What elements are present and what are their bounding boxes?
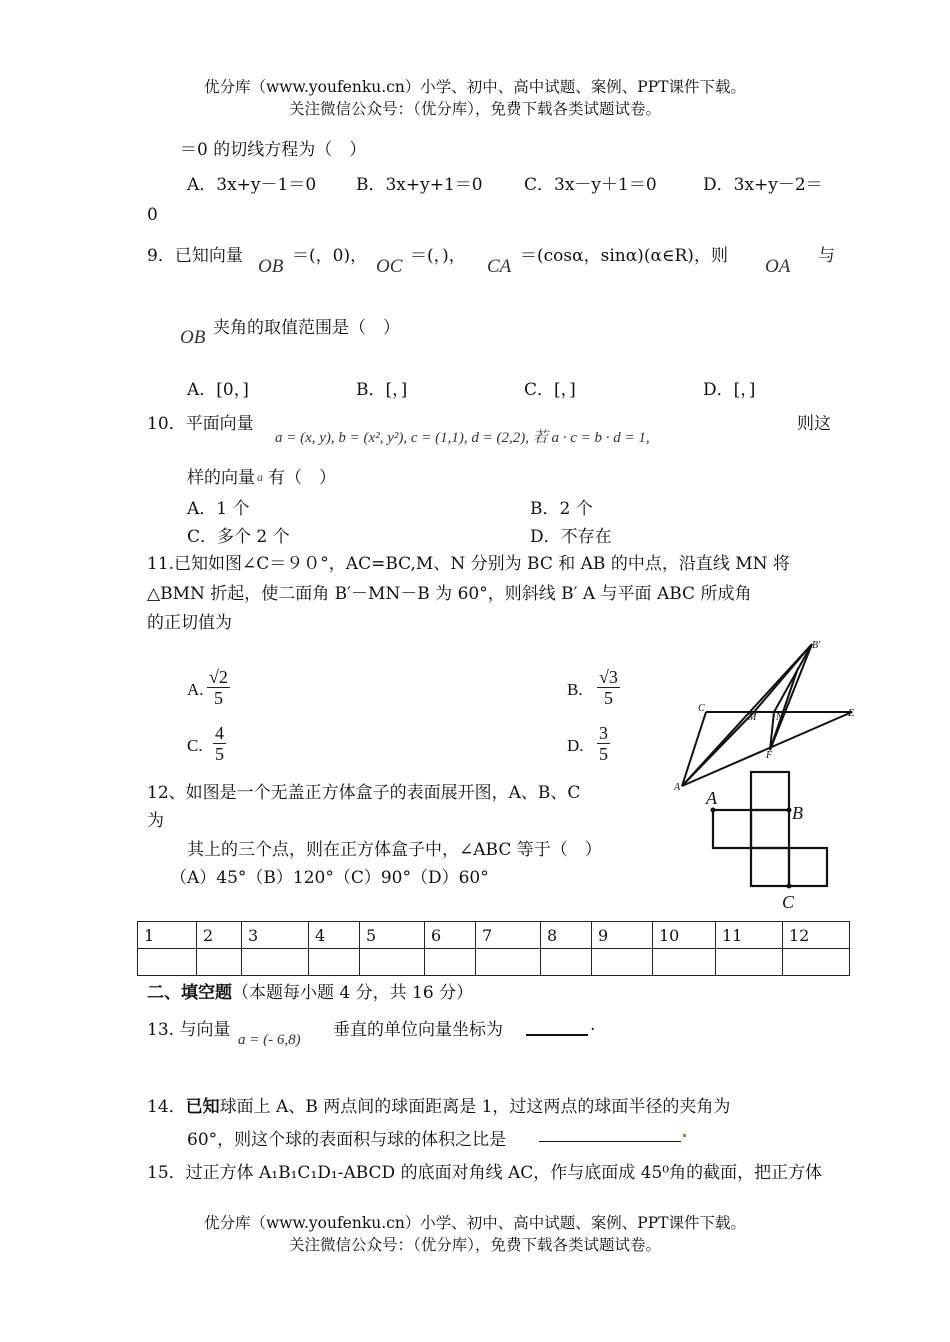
- q8-option-a: A．3x+y－1＝0: [187, 175, 317, 195]
- q9-vector-oc: OC: [376, 256, 403, 277]
- q11-option-a-fraction: $\frac{√2}{5}$: [209, 667, 228, 708]
- q11-fig-label-bprime: B′: [812, 640, 821, 651]
- answer-header-cell: 6: [425, 922, 476, 949]
- q10-option-a: A．1 个: [187, 499, 250, 519]
- q13-tail: 垂直的单位向量坐标为: [333, 1020, 503, 1040]
- q9-vector-ob: OB: [258, 256, 284, 277]
- header-line-1: 优分库（www.youfenku.cn）小学、初中、高中试题、案例、PPT课件下载。: [203, 78, 747, 96]
- q14-number: 14．: [147, 1097, 186, 1117]
- answer-table: [137, 921, 850, 976]
- q14-line2: 60°，则这个球的表面积与球的体积之比是: [187, 1130, 507, 1150]
- footer-line-1: 优分库（www.youfenku.cn）小学、初中、高中试题、案例、PPT课件下载。: [203, 1214, 747, 1232]
- header-line-2: 关注微信公众号：（优分库），免费下载各类试题试卷。: [288, 100, 661, 118]
- section-2-title: 二、填空题: [147, 983, 232, 1003]
- q11-line3: 的正切值为: [147, 613, 232, 633]
- answer-header-cell: 7: [476, 922, 541, 949]
- q11-line2: △BMN 折起，使二面角 B′－MN－B 为 60°，则斜线 B′ A 与平面 ABC 所成角: [147, 584, 752, 604]
- q9-option-a: A．[0，]: [187, 380, 249, 400]
- q8-option-b: B．3x+y+1＝0: [356, 175, 483, 195]
- q10-option-c: C．多个 2 个: [187, 527, 290, 547]
- q11-fig-label-e: E: [848, 708, 855, 719]
- q10-vector-a: a: [257, 470, 263, 484]
- q10-line2a: 样的向量: [187, 468, 255, 488]
- q10-option-b: B．2 个: [530, 499, 593, 519]
- answer-header-cell: 9: [592, 922, 653, 949]
- answer-header-cell: 2: [197, 922, 242, 949]
- q12-line1b: 为: [147, 811, 164, 831]
- q14-text: 球面上 A、B 两点间的球面距离是 1，过这两点的球面半径的夹角为: [219, 1097, 731, 1117]
- footer-line-2: 关注微信公众号：（优分库），免费下载各类试题试卷。: [288, 1236, 661, 1254]
- answer-header-cell: 12: [783, 922, 850, 949]
- q14-line1: [147, 1092, 730, 1117]
- q13-answer-blank[interactable]: [526, 1034, 588, 1036]
- answer-header-cell: 8: [541, 922, 592, 949]
- q14-bold-lead: 已知: [185, 1097, 220, 1117]
- q9-number: 9．已知向量: [147, 246, 243, 266]
- q8-option-d-cont: 0: [147, 205, 158, 225]
- answer-header-cell: 10: [653, 922, 716, 949]
- answer-cell[interactable]: [309, 949, 360, 976]
- q10-option-d: D．不存在: [530, 527, 612, 547]
- q13-number: 13. 与向量: [147, 1020, 231, 1040]
- q11-option-a-label: A.: [187, 680, 204, 699]
- answer-cell[interactable]: [783, 949, 850, 976]
- q11-fig-label-f: F: [766, 750, 773, 761]
- answer-cell[interactable]: [425, 949, 476, 976]
- q12-line2: 其上的三个点，则在正方体盒子中，∠ABC 等于（ ）: [187, 840, 602, 860]
- q9-vector-ob-2: OB: [180, 327, 206, 348]
- answer-header-cell: 11: [716, 922, 783, 949]
- answer-cell[interactable]: [476, 949, 541, 976]
- q9-yu: 与: [818, 246, 835, 266]
- q11-option-b-fraction: $\frac{√3}{5}$: [599, 667, 618, 708]
- q15-line1: 15．过正方体 A₁B₁C₁D₁-ABCD 的底面对角线 AC，作与底面成 45⁰角的截面，把正方体: [147, 1163, 823, 1183]
- q9-line2: 夹角的取值范围是（ ）: [213, 318, 400, 338]
- q8-option-d: D．3x+y－2＝: [703, 175, 823, 195]
- q13-end: .: [590, 1015, 596, 1035]
- answer-cell[interactable]: [360, 949, 425, 976]
- q11-fig-label-a: A: [674, 782, 681, 793]
- q11-option-d-fraction: $\frac{3}{5}$: [599, 723, 608, 764]
- answer-table-header-row: [138, 922, 850, 949]
- answer-table-blank-row: [138, 949, 850, 976]
- answer-cell[interactable]: [592, 949, 653, 976]
- answer-header-cell: 5: [360, 922, 425, 949]
- q9-option-c: C．[，]: [524, 380, 576, 400]
- q12-fig-label-b: B: [792, 803, 803, 823]
- q9-eq2: ＝(，)，: [410, 246, 466, 266]
- q11-option-b-label: B.: [567, 680, 583, 699]
- answer-cell[interactable]: [138, 949, 197, 976]
- answer-header-cell: 3: [242, 922, 309, 949]
- q11-option-d-label: D.: [567, 736, 584, 755]
- section-2-heading: [147, 978, 473, 1003]
- answer-header-cell: 4: [309, 922, 360, 949]
- q12-cube-net-figure: [700, 768, 835, 913]
- answer-cell[interactable]: [653, 949, 716, 976]
- answer-cell[interactable]: [197, 949, 242, 976]
- q8-option-c: C．3x－y＋1＝0: [524, 175, 657, 195]
- q14-answer-blank[interactable]: [539, 1141, 681, 1142]
- q11-fig-label-m: M: [748, 712, 757, 723]
- q11-fig-label-c: C: [698, 703, 705, 714]
- q13-formula: a = (- 6,8): [238, 1032, 301, 1048]
- q11-option-c-label: C.: [187, 736, 203, 755]
- q9-option-d: D．[，]: [703, 380, 756, 400]
- q9-eq1: ＝(，0)，: [292, 246, 368, 266]
- answer-cell[interactable]: [541, 949, 592, 976]
- q9-option-b: B．[，]: [356, 380, 408, 400]
- q9-eq3: ＝(cosα，sinα)(α∈R)，则: [520, 246, 728, 266]
- section-2-note: （本题每小题 4 分，共 16 分）: [232, 983, 474, 1003]
- q11-fig-label-n: N: [776, 712, 783, 723]
- q12-fig-label-a: A: [706, 788, 717, 808]
- q11-option-c-fraction: $\frac{4}{5}$: [215, 723, 224, 764]
- q10-formula: a = (x, y), b = (x², y²), c = (1,1), d = (2,2), 若 a · c = b · d = 1,: [275, 430, 650, 446]
- answer-header-cell: 1: [138, 922, 197, 949]
- q14-dot-mark: [683, 1134, 686, 1137]
- q12-fig-label-c: C: [782, 892, 795, 912]
- q10-line2b: 有（ ）: [268, 468, 336, 488]
- q12-options: （A）45°（B）120°（C）90°（D）60°: [170, 868, 489, 888]
- answer-cell[interactable]: [242, 949, 309, 976]
- q8-stem-tail: ＝0 的切线方程为（ ）: [180, 140, 367, 160]
- q10-number: 10．平面向量: [147, 414, 254, 434]
- q9-vector-ca: CA: [487, 256, 512, 277]
- q10-tail: 则这: [797, 414, 831, 434]
- q12-line1: 12、如图是一个无盖正方体盒子的表面展开图，A、B、C: [147, 783, 581, 803]
- q11-line1: 11.已知如图∠C＝９０°，AC=BC,M、N 分别为 BC 和 AB 的中点，沿直线 MN 将: [147, 554, 790, 574]
- q9-vector-oa: OA: [765, 256, 791, 277]
- answer-cell[interactable]: [716, 949, 783, 976]
